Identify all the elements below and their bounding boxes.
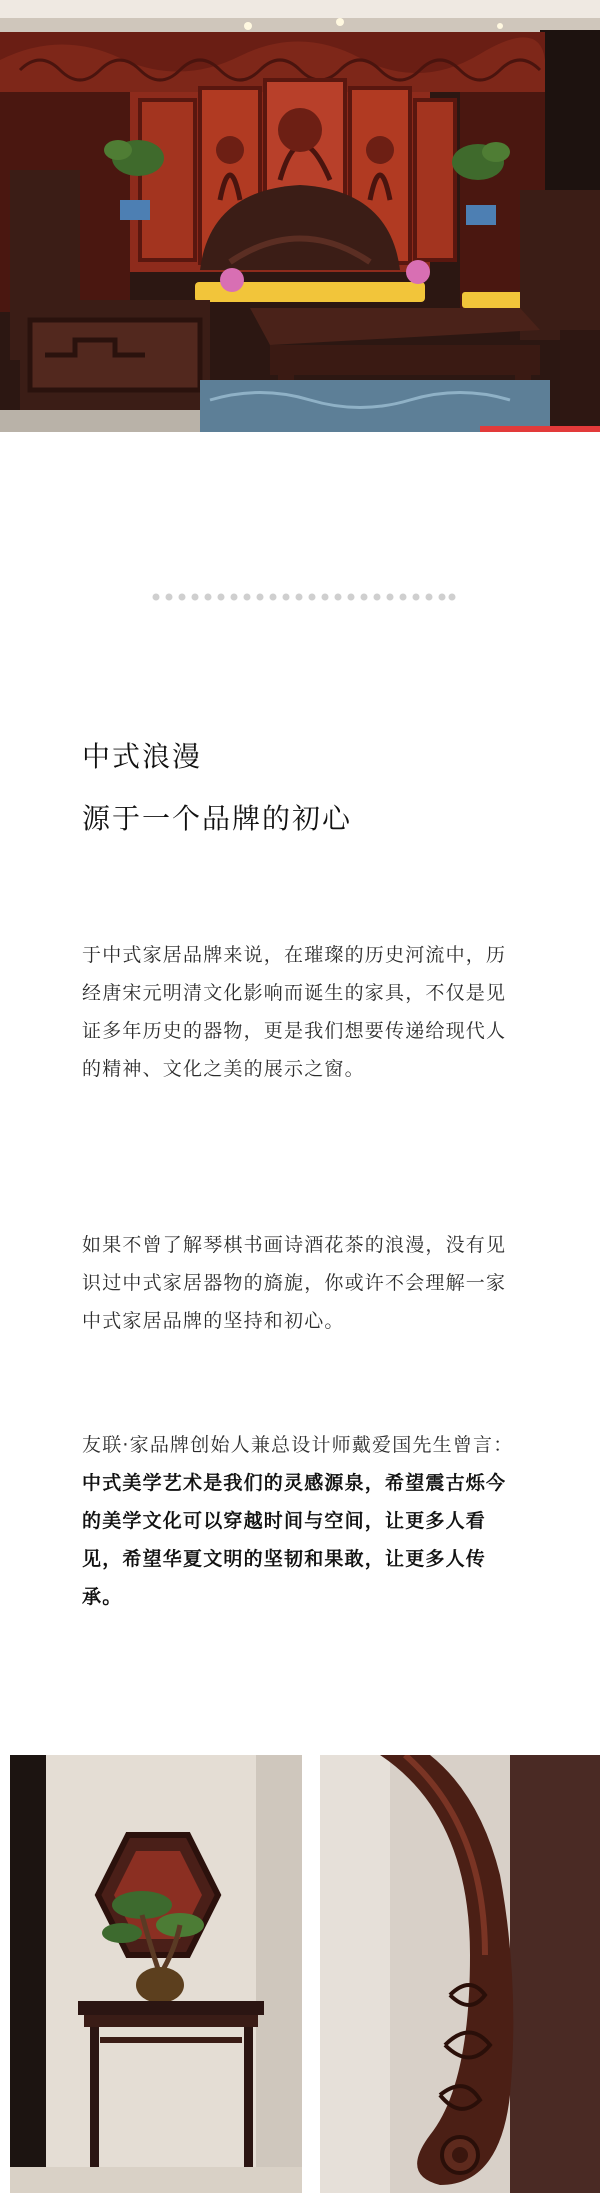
- founder-quote: 中式美学艺术是我们的灵感源泉，希望震古烁今的美学文化可以穿越时间与空间，让更多人看见，希望华夏文明的坚韧和果敢，让更多人传承。: [82, 1472, 507, 1608]
- hero-photo-carved-furniture-showroom: [0, 0, 600, 432]
- photo-hexagon-mirror-console-table: [10, 1755, 302, 2193]
- paragraph-2: 如果不曾了解琴棋书画诗酒花茶的浪漫，没有见识过中式家居器物的旖旎，你或许不会理解一家中式家居品牌的坚持和初心。: [82, 1234, 507, 1332]
- section-heading: [82, 726, 542, 850]
- heading-line-2: 源于一个品牌的初心: [82, 802, 353, 835]
- hero-illustration: [0, 0, 600, 432]
- paragraph-3-intro: 友联·家品牌创始人兼总设计师戴爱国先生曾言：: [82, 1434, 514, 1456]
- photo-carved-armrest-detail: [320, 1755, 600, 2193]
- hero-accent-bar: [480, 426, 600, 432]
- paragraph-3: [82, 1426, 518, 1616]
- dotted-divider: [152, 592, 456, 602]
- heading-line-1: 中式浪漫: [82, 740, 203, 773]
- photo-right-illustration: [320, 1755, 600, 2193]
- paragraph-1: 于中式家居品牌来说，在璀璨的历史河流中，历经唐宋元明清文化影响而诞生的家具，不仅是见证多年历史的器物，更是我们想要传递给现代人的精神、文化之美的展示之窗。: [82, 944, 507, 1080]
- photo-left-illustration: [10, 1755, 302, 2193]
